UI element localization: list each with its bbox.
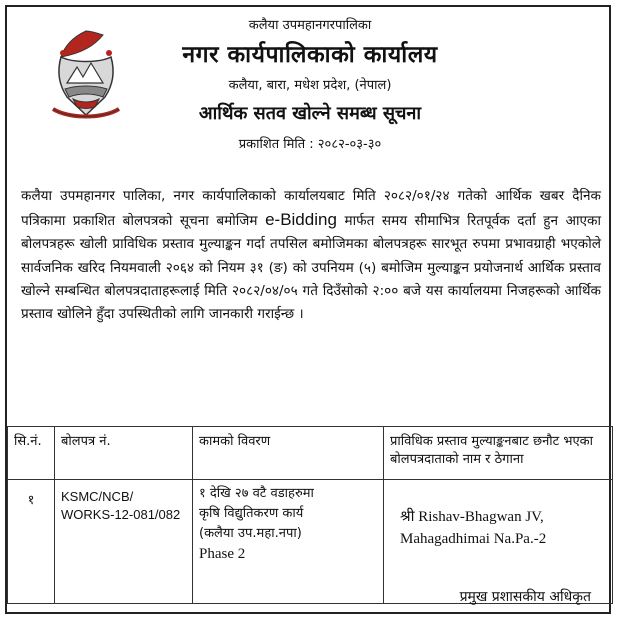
row-bidder xyxy=(384,480,613,604)
notice-frame xyxy=(5,5,611,614)
column-header-sn: सि.नं. xyxy=(8,427,55,480)
work-line: Phase 2 xyxy=(199,546,246,562)
work-line: कृषि विद्युतिकरण कार्य xyxy=(199,506,304,521)
published-date: प्रकाशित मिति : २०८२-०३-३० xyxy=(238,137,382,152)
office-title: नगर कार्यपालिकाको कार्यालय xyxy=(182,42,438,68)
column-header-bidder: प्राविधिक प्रस्ताव मुल्याङ्कनबाट छनौट भएका बोलपत्रदाताको नाम र ठेगाना xyxy=(384,427,613,480)
work-line: १ देखि २७ वटै वडाहरुमा xyxy=(199,486,314,501)
tender-table xyxy=(7,426,613,604)
row-bid-number: KSMC/NCB/ WORKS-12-081/082 xyxy=(55,480,193,604)
table-row xyxy=(8,480,613,604)
notice-body-part1: कलैया उपमहानगर पालिका, नगर कार्यपालिकाको कार्यालयबाट मिति २०८२/०१/२४ गतेको आर्थिक खबर दैनिक पत्रिकामा प्रकाशित बोलपत्रको सूचना बमोजिम xyxy=(21,188,601,230)
notice-body xyxy=(21,185,601,326)
row-serial-number: १ xyxy=(8,480,55,604)
office-address: कलैया, बारा, मधेश प्रदेश, (नेपाल) xyxy=(228,78,392,93)
bidder-name: श्री Rishav-Bhagwan JV, xyxy=(400,509,544,525)
row-work-description xyxy=(193,480,384,604)
notice-header xyxy=(7,7,613,179)
table-header-row xyxy=(8,427,613,480)
e-bidding-term: e-Bidding xyxy=(265,210,337,230)
municipality-name: कलैया उपमहानगरपालिका xyxy=(248,18,372,33)
notice-heading: आर्थिक सतव खोल्ने समब्ध सूचना xyxy=(198,103,422,124)
column-header-bid-no: बोलपत्र नं. xyxy=(55,427,193,480)
column-header-work: कामको विवरण xyxy=(193,427,384,480)
work-line: (कलैया उप.महा.नपा) xyxy=(199,526,302,541)
signatory-title: प्रमुख प्रशासकीय अधिकृत xyxy=(459,589,591,605)
bidder-address: Mahagadhimai Na.Pa.-2 xyxy=(400,531,547,547)
notice-body-part2: मार्फत समय सीमाभित्र रितपूर्वक दर्ता हुन आएका बोलपत्रहरू खोली प्राविधिक प्रस्ताव मुल्याङ्कन गर्दा तपसिल बमोजिमका बोलपत्रहरू सारभूत रुपमा प्रभावग्राही भएकोले सार्वजनिक खरिद नियमवाली २०६४ को नियम ३१ (ङ) को उपनियम (५) बमोजिम मुल्याङ्कन प्रयोजनार्थ आर्थिक प्रस्ताव खोल्ने सम्बन्धित बोलपत्रदाताहरूलाई मिति २०८२/०४/०५ गते दिउँसोको २:०० बजे यस कार्यालयमा निजहरूको आर्थिक प्रस्ताव खोलिने हुँदा उपस्थितीको लागि जानकारी गराईन्छ । xyxy=(21,213,601,323)
